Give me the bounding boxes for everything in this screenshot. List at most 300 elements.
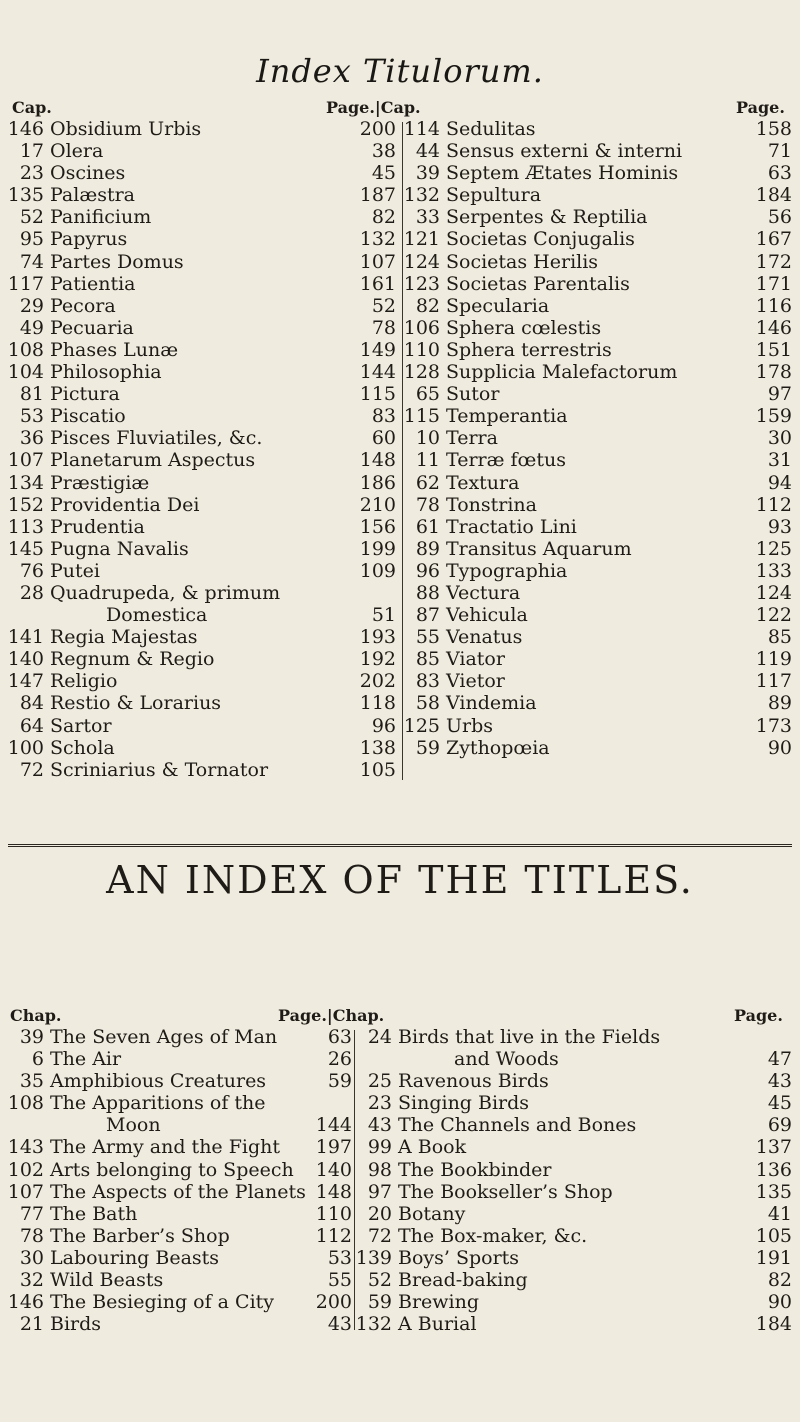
index-entry [6,516,396,538]
entry-chapter-number: 146 [7,1291,44,1314]
index-entry [354,1269,792,1291]
entry-chapter-number: 125 [403,714,440,737]
entry-page-number: 187 [359,184,396,207]
entry-chapter-number: 139 [355,1246,392,1269]
index-entry [402,604,792,626]
entry-chapter-number: 44 [415,140,440,163]
entry-title: A Burial [398,1313,477,1336]
entry-chapter-number: 145 [7,537,44,560]
entry-chapter-number: 59 [367,1291,392,1314]
entry-page-number: 135 [755,1180,792,1203]
entry-page-number: 105 [755,1224,792,1247]
entry-chapter-number: 87 [415,604,440,627]
entry-title: Venatus [446,626,523,649]
entry-page-number: 63 [767,162,792,185]
index-entry [354,1159,792,1181]
entry-title: Sutor [446,383,500,406]
entry-page-number: 151 [755,338,792,361]
entry-title: Philosophia [50,361,162,384]
entry-page-number: 136 [755,1158,792,1181]
index-entry [402,361,792,383]
index-entry [402,472,792,494]
entry-page-number: 172 [755,250,792,273]
entry-title: Boys’ Sports [398,1246,520,1269]
entry-title: Septem Ætates Hominis [446,162,679,185]
entry-title: Putei [50,559,100,582]
index-entry [6,759,396,781]
entry-page-number: 122 [755,604,792,627]
entry-chapter-number: 108 [7,1092,44,1115]
entry-chapter-number: 110 [403,338,440,361]
entry-title: Vietor [446,670,505,693]
entry-page-number: 133 [755,559,792,582]
entry-title: Sartor [50,714,112,737]
entry-page-number: 119 [755,648,792,671]
entry-title: Præstigiæ [50,471,150,494]
entry-chapter-number: 58 [415,692,440,715]
index-entry [354,1026,792,1048]
entry-title: Pecuaria [50,316,134,339]
entry-title: Serpentes & Reptilia [446,206,648,229]
entry-chapter-number: 28 [19,581,44,604]
entry-page-number: 107 [359,250,396,273]
index-entry [6,449,396,471]
index-entry [6,1070,352,1092]
entry-title: Patientia [50,272,136,295]
entry-title: Sphera cœlestis [446,316,602,339]
english-left-column [6,1026,352,1335]
entry-title: The Seven Ages of Man [50,1026,278,1048]
entry-chapter-number: 52 [19,206,44,229]
entry-chapter-number: 52 [367,1269,392,1292]
entry-chapter-number: 95 [19,228,44,251]
entry-title: Moon [106,1114,161,1137]
entry-title: The Aspects of the Planets [50,1180,306,1203]
index-entry [6,1159,352,1181]
entry-title: The Apparitions of the [50,1092,266,1115]
entry-chapter-number: 82 [415,294,440,317]
entry-title: Textura [446,471,520,494]
entry-chapter-number: 53 [19,405,44,428]
entry-title: Birds [50,1313,102,1336]
english-index-title: AN INDEX OF THE TITLES. [106,858,694,902]
latin-left-column [6,118,396,781]
index-entry [6,648,396,670]
index-entry [6,1225,352,1247]
entry-chapter-number: 83 [415,670,440,693]
index-entry [6,626,396,648]
entry-chapter-number: 74 [19,250,44,273]
entry-page-number: 199 [359,537,396,560]
entry-chapter-number: 146 [7,118,44,140]
index-entry [6,1026,352,1048]
entry-page-number: 117 [755,670,792,693]
latin-index-title: Index Titulorum. [256,52,544,90]
entry-title: Regia Majestas [50,626,198,649]
entry-page-number: 53 [327,1246,352,1269]
index-entry [6,472,396,494]
entry-page-number: 156 [359,515,396,538]
entry-chapter-number: 115 [403,405,440,428]
index-entry [354,1070,792,1092]
entry-page-number: 78 [371,316,396,339]
entry-page-number: 125 [755,537,792,560]
index-entry [6,715,396,737]
index-entry [354,1291,792,1313]
entry-title: Religio [50,670,118,693]
entry-title: Panificium [50,206,152,229]
entry-page-number: 200 [315,1291,352,1314]
entry-title: Arts belonging to Speech [50,1158,294,1181]
entry-title: The Box-maker, &c. [398,1224,588,1247]
latin-page-cap-header: Page.|Cap. [326,98,421,117]
entry-page-number: 158 [755,118,792,140]
entry-chapter-number: 32 [19,1269,44,1292]
entry-page-number: 140 [315,1158,352,1181]
entry-title: Tractatio Lini [446,515,577,538]
entry-title: The Air [50,1048,122,1071]
entry-chapter-number: 39 [19,1026,44,1048]
entry-page-number: 82 [371,206,396,229]
entry-page-number: 30 [767,427,792,450]
index-entry [402,516,792,538]
index-entry [6,184,396,206]
entry-page-number: 112 [755,493,792,516]
entry-chapter-number: 113 [7,515,44,538]
entry-title: Providentia Dei [50,493,200,516]
entry-page-number: 148 [359,449,396,472]
index-entry [6,1313,352,1335]
index-entry [6,295,396,317]
entry-chapter-number: 100 [7,736,44,759]
index-entry [402,449,792,471]
entry-chapter-number: 23 [19,162,44,185]
entry-chapter-number: 36 [19,427,44,450]
entry-page-number: 173 [755,714,792,737]
entry-chapter-number: 24 [367,1026,392,1048]
index-entry [6,228,396,250]
entry-page-number: 161 [359,272,396,295]
entry-chapter-number: 25 [367,1070,392,1093]
index-entry [402,251,792,273]
entry-title: The Barber’s Shop [50,1224,230,1247]
entry-title: Wild Beasts [50,1269,164,1292]
index-entry [6,1136,352,1158]
entry-chapter-number: 76 [19,559,44,582]
index-entry [6,1203,352,1225]
entry-page-number: 148 [315,1180,352,1203]
entry-page-number: 191 [755,1246,792,1269]
entry-chapter-number: 33 [415,206,440,229]
entry-chapter-number: 30 [19,1246,44,1269]
entry-page-number: 38 [371,140,396,163]
entry-page-number: 43 [327,1313,352,1336]
entry-title: Singing Birds [398,1092,530,1115]
entry-page-number: 167 [755,228,792,251]
entry-chapter-number: 72 [19,758,44,781]
entry-title: Papyrus [50,228,128,251]
index-entry [6,670,396,692]
entry-chapter-number: 128 [403,361,440,384]
index-entry [6,361,396,383]
entry-chapter-number: 78 [415,493,440,516]
entry-chapter-number: 96 [415,559,440,582]
index-entry [6,1048,352,1070]
index-entry [354,1313,792,1335]
index-entry [6,206,396,228]
entry-title: Pecora [50,294,116,317]
entry-title: Societas Parentalis [446,272,630,295]
index-entry [354,1136,792,1158]
entry-title: Sensus externi & interni [446,140,683,163]
entry-page-number: 52 [371,294,396,317]
entry-title: Sphera terrestris [446,338,612,361]
entry-chapter-number: 124 [403,250,440,273]
entry-chapter-number: 123 [403,272,440,295]
entry-title: Societas Herilis [446,250,599,273]
entry-chapter-number: 85 [415,648,440,671]
entry-page-number: 41 [767,1202,792,1225]
index-entry [6,383,396,405]
index-entry [402,184,792,206]
entry-title: A Book [398,1136,467,1159]
entry-title: Pictura [50,383,120,406]
entry-chapter-number: 81 [19,383,44,406]
entry-page-number: 124 [755,581,792,604]
entry-page-number: 45 [371,162,396,185]
index-entry [6,118,396,140]
index-entry [6,251,396,273]
entry-title: The Bookbinder [398,1158,552,1181]
entry-title: Oscines [50,162,126,185]
entry-page-number: 55 [327,1269,352,1292]
entry-chapter-number: 89 [415,537,440,560]
latin-right-column [402,118,792,759]
entry-title: Terra [446,427,498,450]
entry-chapter-number: 23 [367,1092,392,1115]
entry-page-number: 149 [359,338,396,361]
entry-page-number: 192 [359,648,396,671]
entry-page-number: 118 [359,692,396,715]
entry-chapter-number: 99 [367,1136,392,1159]
index-entry [402,737,792,759]
entry-page-number: 115 [359,383,396,406]
entry-page-number: 186 [359,471,396,494]
entry-page-number: 93 [767,515,792,538]
entry-title: Societas Conjugalis [446,228,635,251]
entry-page-number: 178 [755,361,792,384]
entry-chapter-number: 102 [7,1158,44,1181]
index-entry [402,626,792,648]
entry-page-number: 144 [359,361,396,384]
entry-title: Ravenous Birds [398,1070,549,1093]
entry-title: Birds that live in the Fields [398,1026,661,1048]
entry-title: Viator [446,648,505,671]
index-entry [6,339,396,361]
entry-title: Specularia [446,294,550,317]
entry-title: and Woods [454,1048,559,1071]
entry-title: Pugna Navalis [50,537,189,560]
entry-title: Phases Lunæ [50,338,179,361]
entry-page-number: 200 [359,118,396,140]
entry-title: Quadrupeda, & primum [50,581,281,604]
entry-chapter-number: 11 [415,449,440,472]
english-page-chap-header: Page.|Chap. [278,1006,385,1025]
entry-chapter-number: 78 [19,1224,44,1247]
index-entry [6,317,396,339]
index-entry [6,604,396,626]
index-entry [6,273,396,295]
entry-page-number: 94 [767,471,792,494]
entry-chapter-number: 77 [19,1202,44,1225]
index-entry [354,1114,792,1136]
entry-title: Terræ fœtus [446,449,566,472]
entry-chapter-number: 35 [19,1070,44,1093]
entry-page-number: 51 [371,604,396,627]
index-entry [402,582,792,604]
entry-title: Labouring Beasts [50,1246,220,1269]
index-entry [402,317,792,339]
entry-title: Vectura [446,581,521,604]
index-entry [6,737,396,759]
index-entry [6,1114,352,1136]
entry-page-number: 184 [755,184,792,207]
index-entry [354,1092,792,1114]
index-entry [402,162,792,184]
entry-page-number: 63 [327,1026,352,1048]
entry-title: Sedulitas [446,118,536,140]
index-entry [402,140,792,162]
index-entry [354,1048,792,1070]
entry-title: Tonstrina [446,493,537,516]
index-entry [6,1092,352,1114]
entry-title: Urbs [446,714,494,737]
entry-chapter-number: 97 [367,1180,392,1203]
entry-title: The Bath [50,1202,138,1225]
entry-page-number: 47 [767,1048,792,1071]
entry-page-number: 59 [327,1070,352,1093]
index-entry [402,273,792,295]
entry-chapter-number: 29 [19,294,44,317]
entry-page-number: 197 [315,1136,352,1159]
entry-page-number: 109 [359,559,396,582]
entry-chapter-number: 104 [7,361,44,384]
entry-page-number: 90 [767,736,792,759]
entry-title: Amphibious Creatures [50,1070,267,1093]
index-entry [402,206,792,228]
entry-chapter-number: 62 [415,471,440,494]
index-entry [402,118,792,140]
index-entry [6,1269,352,1291]
index-entry [402,405,792,427]
entry-chapter-number: 152 [7,493,44,516]
index-entry [402,670,792,692]
entry-chapter-number: 61 [415,515,440,538]
entry-page-number: 137 [755,1136,792,1159]
entry-chapter-number: 39 [415,162,440,185]
entry-title: Typographia [446,559,568,582]
index-entry [6,692,396,714]
entry-title: Brewing [398,1291,480,1314]
entry-title: Bread-baking [398,1269,528,1292]
english-chap-header: Chap. [10,1006,62,1025]
entry-title: Zythopœia [446,736,550,759]
english-page-header: Page. [734,1006,783,1025]
entry-chapter-number: 64 [19,714,44,737]
entry-title: Supplicia Malefactorum [446,361,678,384]
entry-title: Vindemia [446,692,537,715]
entry-title: The Besieging of a City [50,1291,275,1314]
entry-page-number: 97 [767,383,792,406]
entry-page-number: 60 [371,427,396,450]
entry-page-number: 26 [327,1048,352,1071]
index-entry [402,228,792,250]
entry-title: Piscatio [50,405,126,428]
entry-chapter-number: 121 [403,228,440,251]
index-entry [6,1181,352,1203]
entry-page-number: 171 [755,272,792,295]
entry-page-number: 31 [767,449,792,472]
entry-chapter-number: 140 [7,648,44,671]
entry-chapter-number: 132 [403,184,440,207]
entry-title: Partes Domus [50,250,184,273]
index-entry [6,1247,352,1269]
index-entry [402,692,792,714]
index-entry [402,715,792,737]
entry-page-number: 69 [767,1114,792,1137]
entry-chapter-number: 98 [367,1158,392,1181]
entry-title: Regnum & Regio [50,648,215,671]
entry-title: Pisces Fluviatiles, &c. [50,427,263,450]
entry-title: Vehicula [446,604,528,627]
section-divider [8,844,792,847]
entry-chapter-number: 114 [403,118,440,140]
entry-page-number: 45 [767,1092,792,1115]
entry-title: Prudentia [50,515,145,538]
entry-chapter-number: 10 [415,427,440,450]
entry-page-number: 90 [767,1291,792,1314]
index-entry [6,560,396,582]
entry-title: Scriniarius & Tornator [50,758,269,781]
entry-chapter-number: 147 [7,670,44,693]
entry-title: Palæstra [50,184,135,207]
entry-chapter-number: 141 [7,626,44,649]
entry-page-number: 110 [315,1202,352,1225]
index-entry [6,140,396,162]
index-entry [402,494,792,516]
entry-title: Planetarum Aspectus [50,449,256,472]
entry-page-number: 105 [359,758,396,781]
entry-chapter-number: 106 [403,316,440,339]
entry-page-number: 112 [315,1224,352,1247]
index-entry [354,1203,792,1225]
index-entry [6,162,396,184]
index-entry [6,405,396,427]
entry-page-number: 132 [359,228,396,251]
entry-title: The Bookseller’s Shop [398,1180,613,1203]
entry-chapter-number: 55 [415,626,440,649]
entry-title: Sepultura [446,184,542,207]
entry-page-number: 85 [767,626,792,649]
entry-chapter-number: 84 [19,692,44,715]
entry-chapter-number: 88 [415,581,440,604]
index-entry [6,1291,352,1313]
entry-chapter-number: 72 [367,1224,392,1247]
entry-chapter-number: 132 [355,1313,392,1336]
entry-title: Restio & Lorarius [50,692,222,715]
index-entry [402,648,792,670]
entry-page-number: 138 [359,736,396,759]
